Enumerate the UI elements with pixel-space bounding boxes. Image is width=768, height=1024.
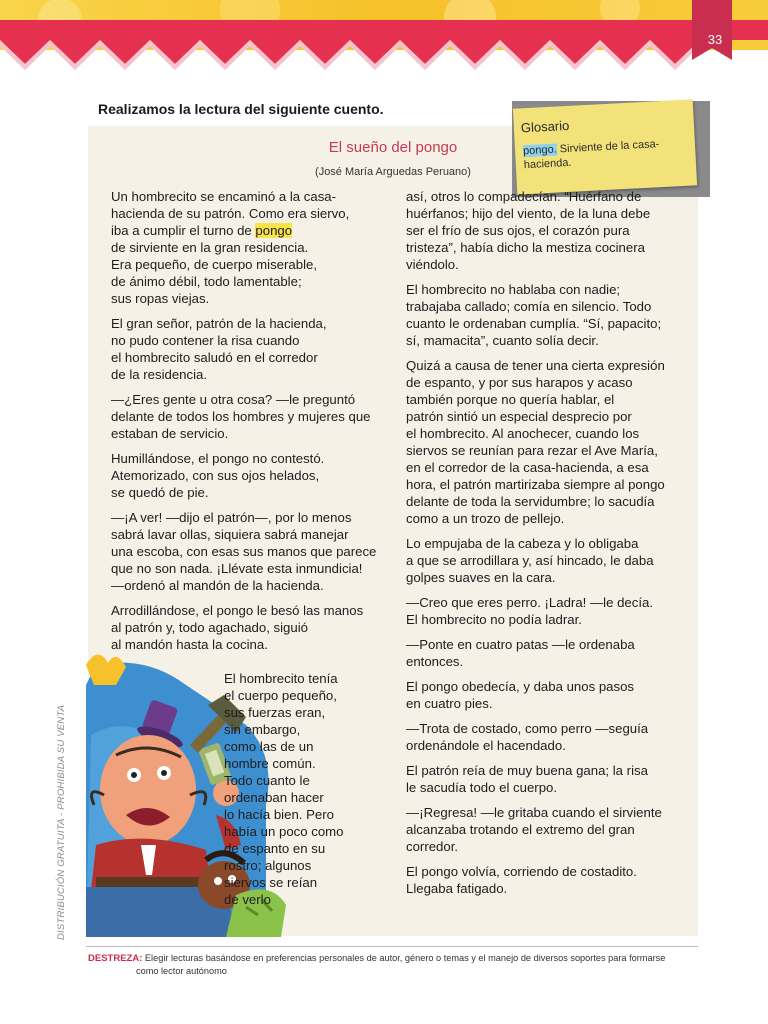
footer-skill	[88, 952, 688, 977]
paragraph: El pongo obedecía, y daba unos pasos en cuatro pies.	[406, 679, 635, 711]
glossary-term: pongo.	[522, 143, 558, 158]
highlighted-word: pongo	[255, 223, 293, 238]
footer-text: Elegir lecturas basándose en preferencias personales de autor, género o temas y el manejo de diversos soportes para formarse	[142, 953, 666, 963]
paragraph: El pongo volvía, corriendo de costadito. Llegaba fatigado.	[406, 864, 637, 896]
paragraph: Arrodillándose, el pongo le besó las manos al patrón y, todo agachado, siguió al mandón hasta la cocina.	[111, 603, 364, 652]
paragraph: —Ponte en cuatro patas —le ordenaba entonces.	[406, 637, 635, 669]
footer-label: DESTREZA:	[88, 953, 143, 964]
paragraph: —¿Eres gente u otra cosa? —le preguntó delante de todos los hombres y mujeres que estaban de servicio.	[111, 392, 371, 441]
story-left-column	[111, 188, 389, 661]
paragraph-text: Un hombrecito se encaminó a la casa- hacienda de su patrón. Como era siervo, iba a cumplir el turno de	[111, 189, 350, 238]
paragraph: Humillándose, el pongo no contestó. Atemorizado, con sus ojos helados, se quedó de pie.	[111, 451, 325, 500]
paragraph-text: de sirviente en la gran residencia. Era pequeño, de cuerpo miserable, de ánimo débil, todo lamentable; sus ropas viejas.	[111, 240, 318, 306]
page-number: 33	[707, 32, 723, 47]
paragraph: El patrón reía de muy buena gana; la risa le sacudía todo el cuerpo.	[406, 763, 648, 795]
distribution-note: DISTRIBUCIÓN GRATUITA - PROHIBIDA SU VENTA	[56, 704, 67, 940]
glossary-definition-text: Sirviente de la casa-hacienda.	[523, 138, 660, 172]
paragraph: —¡Regresa! —le gritaba cuando el sirviente alcanzaba trotando el extremo del gran corredor.	[406, 805, 662, 854]
story-right-column	[406, 188, 686, 905]
story-author: (José María Arguedas Peruano)	[315, 166, 471, 178]
paragraph: El gran señor, patrón de la hacienda, no pudo contener la risa cuando el hombrecito saludó en el corredor de la residencia.	[111, 316, 327, 382]
intro-heading: Realizamos la lectura del siguiente cuento.	[98, 101, 384, 117]
paragraph: Quizá a causa de tener una cierta expresión de espanto, y por sus harapos y acaso también porque no quería hablar, el patrón sintió un especial desprecio por el hombrecito. Al anochecer, cuando los siervos se reunían para rezar el Ave María, en el corredor de la casa-hacienda, a esa hora, el patrón martirizaba siempre al pongo delante de toda la servidumbre; lo sacudía como a un trozo de pellejo.	[406, 358, 665, 526]
glossary-title: Glosario	[520, 117, 570, 136]
paragraph: —Creo que eres perro. ¡Ladra! —le decía. El hombrecito no podía ladrar.	[406, 595, 654, 627]
story-title: El sueño del pongo	[328, 139, 458, 156]
paragraph	[111, 188, 389, 307]
paragraph: El hombrecito no hablaba con nadie; trabajaba callado; comía en silencio. Todo cuanto le ordenaban cumplía. “Sí, papacito; sí, mamacita”, cuanto solía decir.	[406, 282, 662, 348]
footer-text-continued: como lector autónomo	[136, 966, 227, 976]
story-wrap-text: El hombrecito tenía el cuerpo pequeño, sus fuerzas eran, sin embargo, como las de un hombre común. Todo cuanto le ordenaban hacer lo hacía bien. Pero había un poco como de espanto en su rostro; algunos siervos se reían de verlo	[224, 671, 344, 907]
paragraph: así, otros lo compadecían. “Huérfano de huérfanos; hijo del viento, de la luna debe ser el frío de sus ojos, el corazón pura tristeza”, había dicho la mestiza cocinera viéndolo.	[406, 189, 651, 272]
footer-divider	[86, 946, 698, 947]
paragraph: —Trota de costado, como perro —seguía ordenándole el hacendado.	[406, 721, 649, 753]
paragraph: —¡A ver! —dijo el patrón—, por lo menos sabrá lavar ollas, siquiera sabrá manejar una escoba, con esas sus manos que parece que no son nada. ¡Llévate esta inmundicia! —ordenó al mandón de la hacienda.	[111, 510, 377, 593]
top-banner	[0, 0, 768, 80]
paragraph: Lo empujaba de la cabeza y lo obligaba a que se arrodillara y, así hincado, le daba golpes suaves en la cara.	[406, 536, 654, 585]
zigzag-banner-graphic	[0, 0, 768, 80]
